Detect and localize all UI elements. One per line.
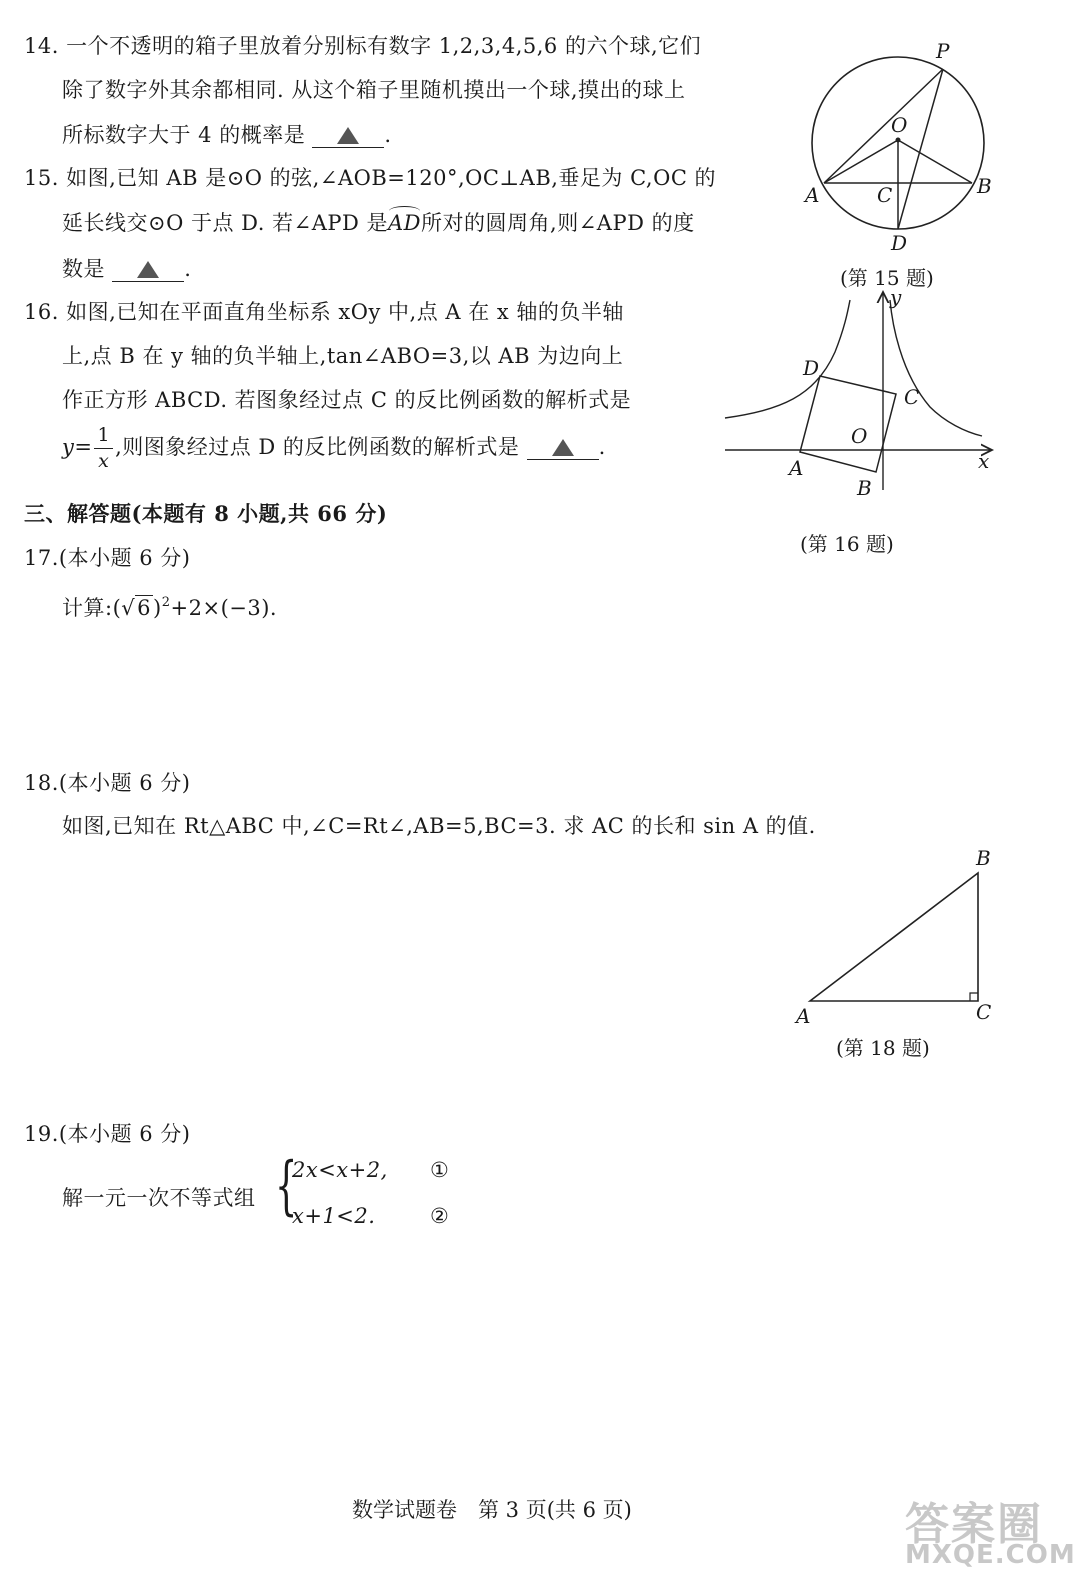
q16-frac-den: x	[98, 450, 110, 472]
q16-frac-num: 1	[94, 426, 113, 449]
fig18-caption: (第 18 题)	[836, 1036, 930, 1060]
q17-close: )	[153, 596, 162, 620]
fig15-ob	[898, 140, 972, 183]
q15-line-2a: 延长线交⊙O 于点 D. 若∠APD 是	[62, 211, 389, 235]
fig16-label-x: x	[978, 449, 990, 473]
q16-line-1: 16. 如图,已知在平面直角坐标系 xOy 中,点 A 在 x 轴的负半轴	[24, 300, 624, 324]
watermark-logo: 答案圈	[905, 1499, 1043, 1550]
triangle-icon	[137, 261, 159, 278]
q17-pre: 计算:(	[62, 596, 122, 620]
fig16-caption: (第 16 题)	[800, 532, 894, 556]
fig15-label-o: O	[891, 113, 908, 137]
fig18-label-b: B	[976, 846, 991, 870]
q19-ineq-2	[292, 1204, 375, 1228]
q17-rest: +2×(−3).	[170, 596, 278, 620]
q19-lead: 解一元一次不等式组	[62, 1186, 256, 1210]
fig15-caption: (第 15 题)	[840, 266, 934, 290]
q14-line-3-text: 所标数字大于 4 的概率是	[62, 123, 306, 147]
q17-expression	[62, 592, 277, 622]
fig15-pa	[824, 69, 943, 183]
q16-line-3: 作正方形 ABCD. 若图象经过点 C 的反比例函数的解析式是	[62, 388, 632, 412]
triangle-icon	[552, 439, 574, 456]
q19-brace: {	[275, 1149, 298, 1223]
figure-18	[790, 845, 1010, 1030]
q16-line-4: y= $\frac{1}{x}$ ,则图象经过点 D 的反比例函数的解析式是 .	[62, 424, 606, 472]
fig15-label-a: A	[805, 183, 820, 207]
q14-line-1: 14. 一个不透明的箱子里放着分别标有数字 1,2,3,4,5,6 的六个球,它们	[24, 34, 702, 58]
arc-ad: AD	[388, 211, 422, 235]
fig18-triangle	[810, 873, 978, 1001]
q19-ineq-1	[292, 1158, 388, 1182]
q19-ineq-1-text: 2x<x+2,	[292, 1158, 388, 1182]
q17-sqrt-sign: √	[121, 596, 136, 620]
fig16-curve-right	[890, 300, 982, 436]
fig16-label-d: D	[803, 356, 820, 380]
q14-line-3: 所标数字大于 4 的概率是 .	[62, 123, 392, 147]
fig15-label-d: D	[891, 231, 908, 255]
q15-line-3-text: 数是	[62, 257, 105, 281]
triangle-icon	[337, 127, 359, 144]
fig16-label-o: O	[851, 424, 868, 448]
q14-line-2: 除了数字外其余都相同. 从这个箱子里随机摸出一个球,摸出的球上	[62, 78, 686, 102]
q19-mark-1: ①	[430, 1158, 450, 1182]
page-footer: 数学试题卷 第 3 页(共 6 页)	[352, 1498, 632, 1522]
fig16-label-c: C	[904, 385, 920, 409]
q16-y-eq: y=	[62, 435, 93, 459]
q17-sqrt-val: 6	[137, 596, 152, 620]
q19-mark-2: ②	[430, 1204, 450, 1228]
q14-answer-blank[interactable]	[312, 123, 384, 148]
q19-title: 19.(本小题 6 分)	[24, 1122, 191, 1146]
fig15-center-dot	[896, 138, 901, 143]
q16-answer-blank[interactable]	[527, 435, 599, 460]
fig15-label-c: C	[877, 183, 893, 207]
q15-line-2b: 所对的圆周角,则∠APD 的度	[421, 211, 695, 235]
q15-answer-blank[interactable]	[112, 257, 184, 282]
figure-16	[720, 282, 1010, 512]
fig15-label-p: P	[936, 40, 950, 63]
q15-line-1: 15. 如图,已知 AB 是⊙O 的弦,∠AOB=120°,OC⊥AB,垂足为 C,OC 的	[24, 166, 717, 190]
fig18-label-a: A	[796, 1004, 811, 1028]
fig15-pd	[898, 69, 943, 229]
fig18-label-c: C	[976, 1000, 992, 1024]
fig16-label-y: y	[890, 285, 902, 309]
q16-fraction	[94, 426, 113, 471]
q17-title: 17.(本小题 6 分)	[24, 546, 191, 570]
section-3-heading: 三、解答题(本题有 8 小题,共 66 分)	[24, 501, 388, 526]
q18-title: 18.(本小题 6 分)	[24, 771, 191, 795]
q16-line-4-text: ,则图象经过点 D 的反比例函数的解析式是	[115, 435, 520, 459]
q15-line-3: 数是 .	[62, 257, 192, 281]
q19-ineq-2-text: x+1<2.	[292, 1204, 376, 1228]
fig16-label-a: A	[789, 456, 804, 480]
q15-line-2	[62, 207, 695, 237]
figure-15	[795, 40, 1005, 255]
fig15-label-b: B	[977, 174, 992, 198]
fig15-oa	[824, 140, 898, 183]
q18-text: 如图,已知在 Rt△ABC 中,∠C=Rt∠,AB=5,BC=3. 求 AC 的长和 sin A 的值.	[62, 814, 816, 838]
fig16-label-b: B	[857, 476, 872, 500]
watermark-url: MXQE.COM	[905, 1540, 1076, 1570]
fig16-curve-left	[725, 300, 850, 418]
q16-line-2: 上,点 B 在 y 轴的负半轴上,tan∠ABO=3,以 AB 为边向上	[62, 344, 624, 368]
fig16-square	[800, 376, 896, 472]
q17-exponent: 2	[161, 595, 171, 610]
